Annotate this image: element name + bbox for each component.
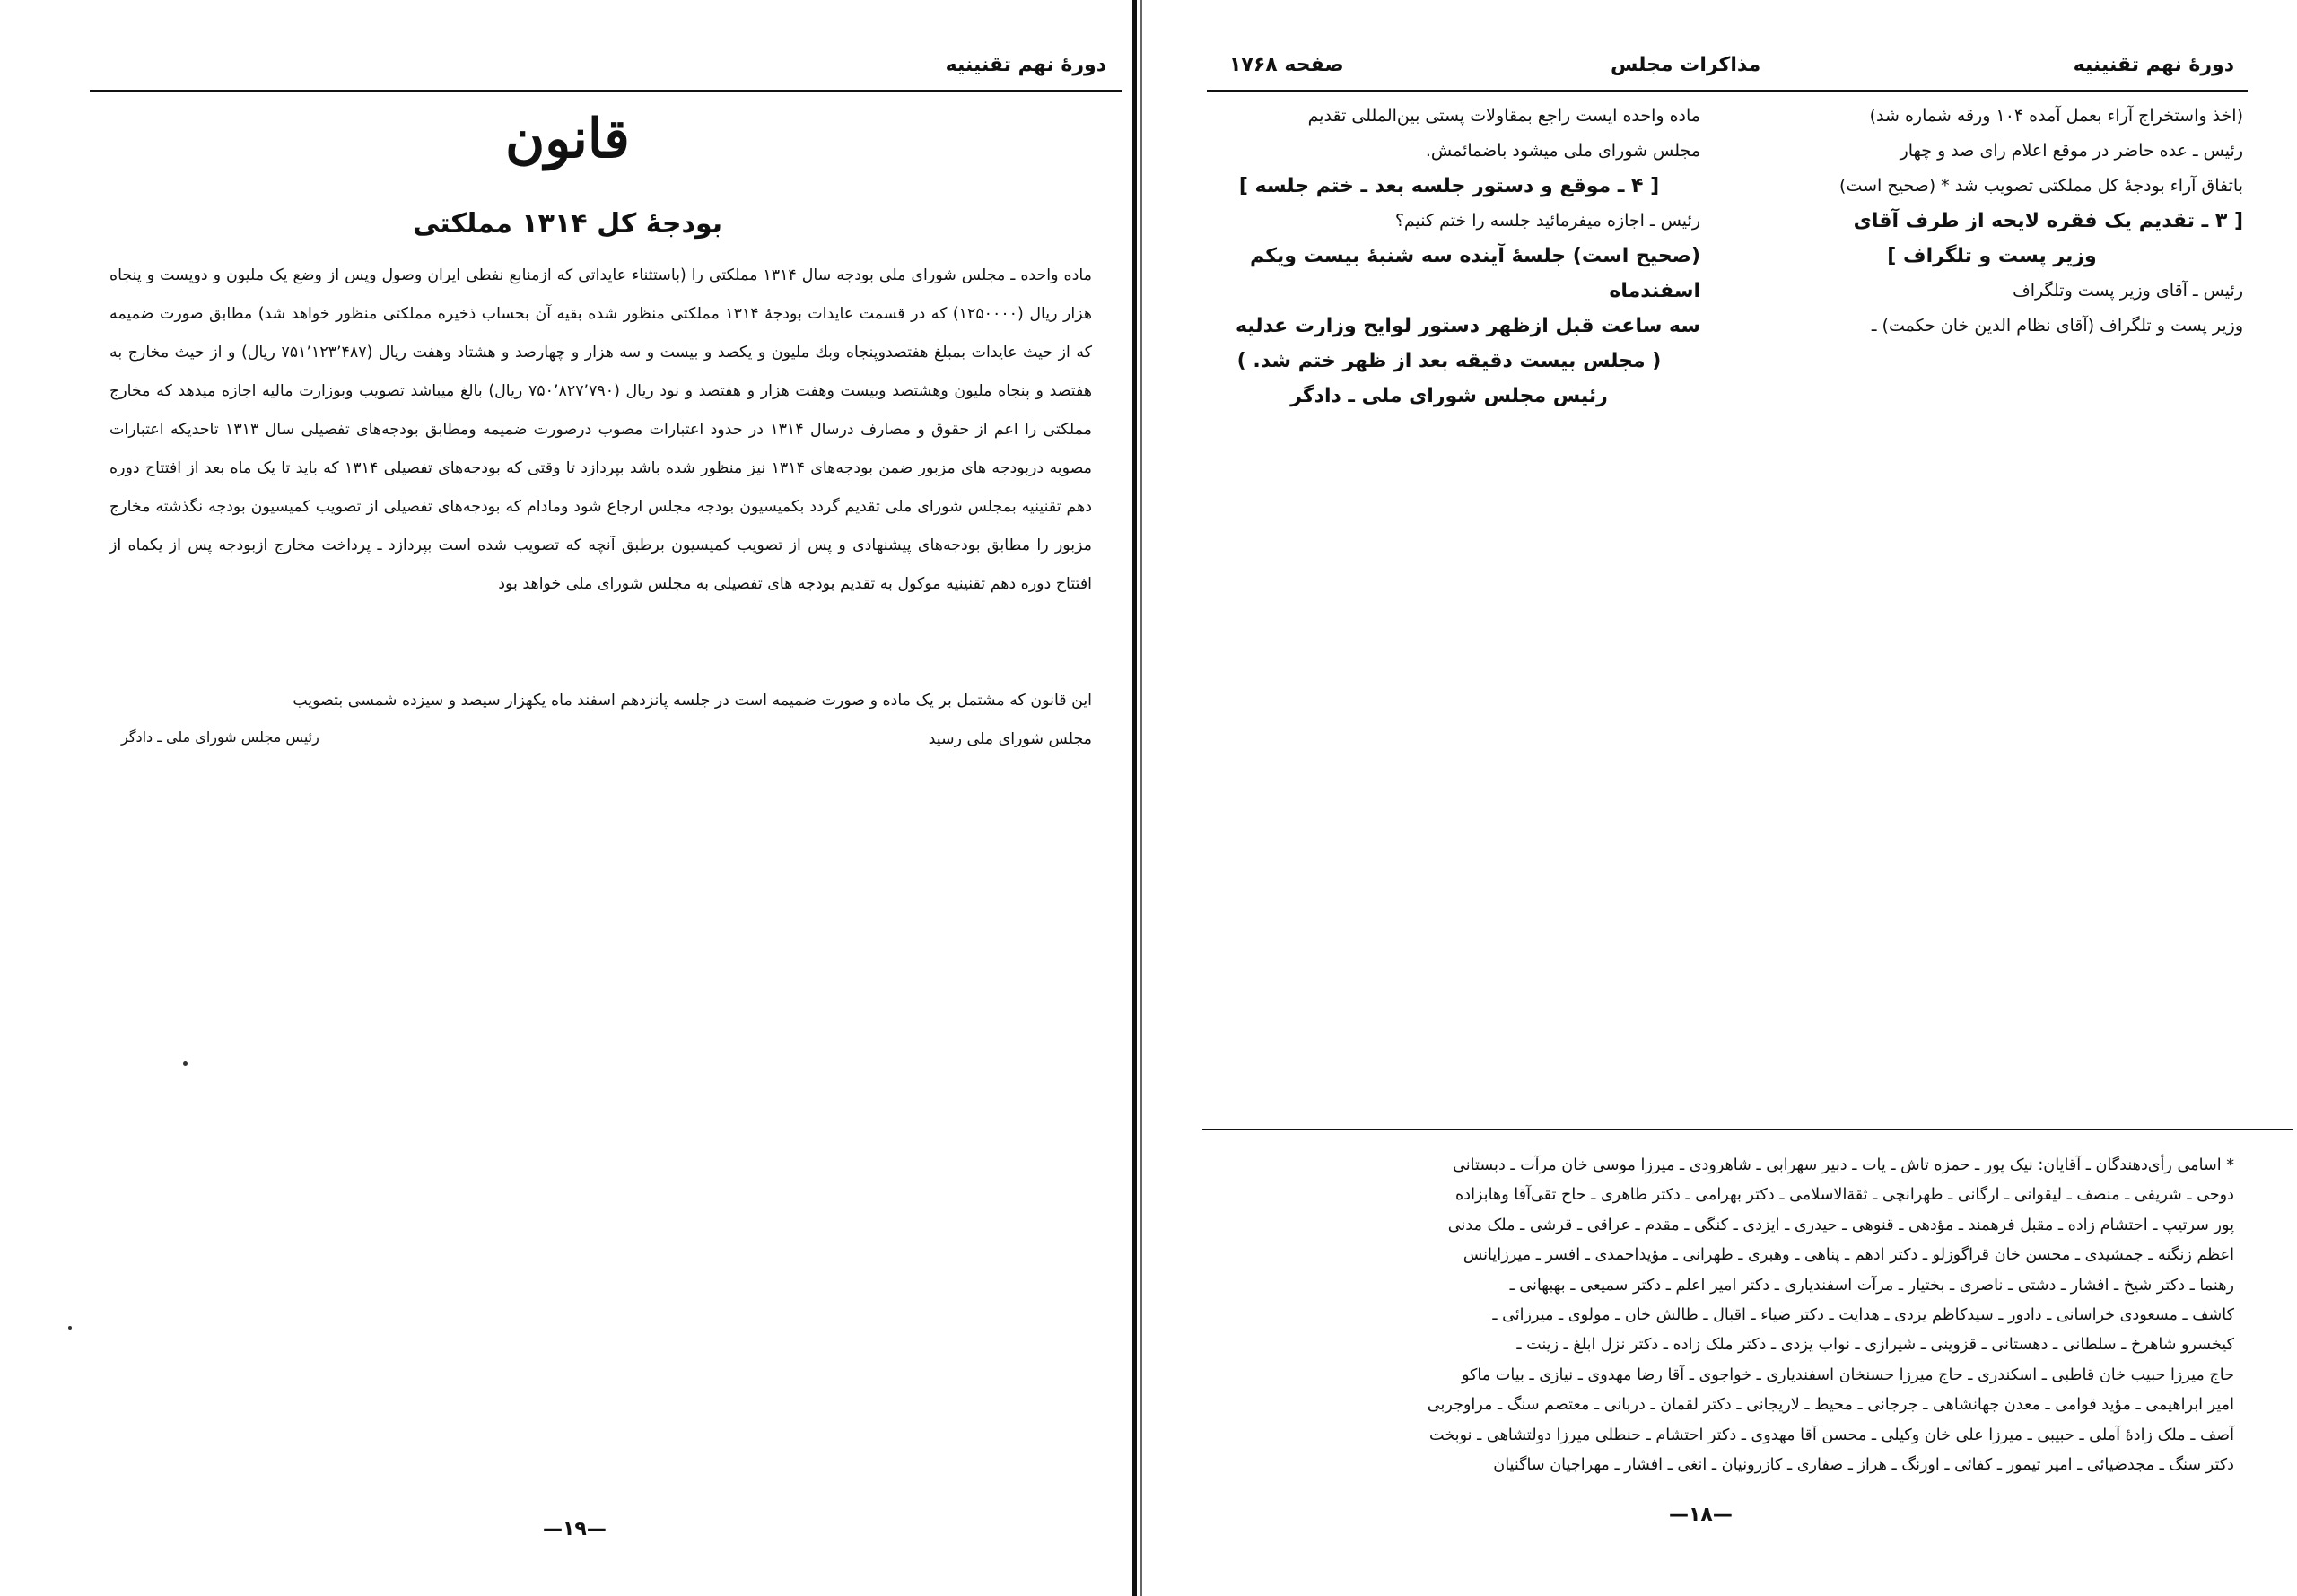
page-number: —۱۹— <box>543 1518 607 1540</box>
footnote-line: آصف ـ ملک زادۀ آملی ـ حبیبی ـ میرزا علی خان وکیلی ـ محسن آقا مهدوی ـ دکتر احتشام ـ حنطلی میرزا دولتشاهی ـ نوبخت <box>1429 1426 2234 1444</box>
footnote-line: کیخسرو شاهرخ ـ سلطانی ـ دهستانی ـ قزوینی ـ شیرازی ـ نواب یزدی ـ دکتر ملک زاده ـ دکتر نزل ابلغ ـ زینت ـ <box>1516 1336 2234 1355</box>
book-spine-shadow <box>1140 0 1142 1596</box>
column-line: [ ۳ ـ تقدیم یک فقره لایحه از طرف آقای <box>1853 210 2243 232</box>
footnote-line: رهنما ـ دکتر شیخ ـ افشار ـ دشتی ـ ناصری ـ بختیار ـ مرآت اسفندیاری ـ دکتر امیر اعلم ـ دکتر سمیعی ـ بهبهانی ـ <box>1509 1276 2234 1295</box>
closing-end: مجلس شورای ملی رسید <box>928 730 1092 748</box>
law-paragraph: ماده واحده ـ مجلس شورای ملی بودجه سال ۱۳۱۴ مملکتی را (باستثناء عایداتی که ازمنابع نفطی ایران وصول وپس از وضع یک ملیون و دویست و پنجاه هزار ریال (۱۲۵۰۰۰۰) که در قسمت عایدات بودجۀ ۱۳۱۴ مملکتی منظور شده بقیه آن بحساب ذخیره مملکتی منظور خواهد شد) مطابق صورت ضمیمه که از حیث عایدات بمبلغ هفتصدوپنجاه وبك ملیون و یکصد و بیست و سه هزار و چهارصد و هشتاد وهفت ریال (۷۵۱٬۱۲۳٬۴۸۷ ریال) و از حیث مخارج به هفتصد و پنجاه ملیون وهشتصد وبیست وهفت هزار و هفتصد و نود ریال (۷۵۰٬۸۲۷٬۷۹۰ ریال) بالغ میباشد تصویب وبوزارت مالیه اجازه میدهد که مخارج مملکتی را اعم از حقوق و مصارف درسال ۱۳۱۴ در حدود اعتبارات مصوب درصورت ضمیمه ومطابق بودجه‌های تفصیلی سال ۱۳۱۳ تاحدیکه اعتبارات مصوبه دربودجه های مزبور ضمن بودجه‌های ۱۳۱۴ نیز منظور شده باشد بپردازد تا وقتی که بودجه‌های تفصیلی ۱۳۱۴ که باید تا یک ماه بعد از افتتاح دوره دهم تقنینیه بمجلس شورای ملی تقدیم گردد بکمیسیون بودجه مجلس ارجاع شود ومادام که بودجه‌های تفصیلی از تصویب کمیسیون بودجه نگذشته مخارج مزبور را مطابق بودجه‌های پیشنهادی و پس از تصویب کمیسیون برطبق آنچه که تصویب شده است بپردازد ـ پرداخت مخارج ازبودجه پس از یکماه از افتتاح دوره دهم تقنینیه موکول به تقدیم بودجه های تفصیلی به مجلس شورای ملی خواهد بود <box>109 266 1092 593</box>
footnote-line: اعظم زنگنه ـ جمشیدی ـ محسن خان قراگوزلو ـ دکتر ادهم ـ پناهی ـ وهبری ـ طهرانی ـ مؤیداحمدی ـ افسر ـ میرزایانس <box>1463 1246 2234 1265</box>
footnote-line: دوحی ـ شریفی ـ منصف ـ لیقوانی ـ ارگانی ـ طهرانچی ـ ثقة‌الاسلامی ـ دکتر بهرامی ـ دکتر طاهری ـ حاج تقی‌آقا وهابزاده <box>1455 1186 2234 1205</box>
footnote-line: کاشف ـ مسعودی خراسانی ـ دادور ـ سیدکاظم یزدی ـ هدایت ـ دکتر ضیاء ـ اقبال ـ طالش خان ـ مولوی ـ میرزائی ـ <box>1492 1306 2234 1325</box>
closing-line: این قانون که مشتمل بر یک ماده و صورت ضمیمه است در جلسه پانزدهم اسفند ماه یکهزار سیصد و سیزده شمسی بتصویب <box>293 692 1092 710</box>
header-rule <box>90 90 1122 92</box>
column-line: (اخذ واستخراج آراء بعمل آمده ۱۰۴ ورقه شماره شد) <box>1869 106 2243 126</box>
footnote-line: حاج میرزا حبیب خان قاطبی ـ اسکندری ـ حاج میرزا حسنخان اسفندیاری ـ خواجوی ـ آقا رضا مهدوی ـ نیازی ـ بیات ماکو <box>1461 1365 2234 1384</box>
book-spine <box>1132 0 1137 1596</box>
running-header-center: مذاکرات مجلس <box>1611 54 1761 76</box>
running-header: دورۀ نهم تقنینیه <box>2073 54 2234 76</box>
page-label: صفحه ۱۷۶۸ <box>1229 54 1344 76</box>
right-page <box>1144 0 2297 1596</box>
footnote-voters <box>1202 1151 2234 1480</box>
column-line: باتفاق آراء بودجۀ کل مملکتی تصویب شد * (صحیح است) <box>1839 176 2243 196</box>
footnote-line: پور سرتیپ ـ احتشام زاده ـ مقبل فرهمند ـ مؤدهی ـ قنوهی ـ حیدری ـ ایزدی ـ کنگی ـ مقدم ـ عراقی ـ قرشی ـ ملک مدنی <box>1447 1216 2234 1234</box>
column-line: وزیر پست و تلگراف (آقای نظام الدین خان حکمت) ـ <box>1871 316 2243 336</box>
scan-speck <box>68 1326 72 1330</box>
running-header: دورۀ نهم تقنینیه <box>945 54 1106 76</box>
footnote-rule <box>1202 1129 2293 1130</box>
column-line: ( مجلس بیست دقیقه بعد از ظهر ختم شد. ) <box>1236 350 1662 372</box>
law-subtitle: بودجۀ کل ۱۳۱۴ مملکتی <box>412 208 723 240</box>
column-line: رئیس ـ عده حاضر در موقع اعلام رای صد و چهار <box>1900 141 2243 161</box>
header-rule <box>1207 90 2248 92</box>
footnote-line: امیر ابراهیمی ـ مؤید قوامی ـ معدن جهانشاهی ـ جرجانی ـ محیط ـ لاریجانی ـ دکتر لقمان ـ دربانی ـ معتصم سنگ ـ مراوجربی <box>1427 1396 2234 1415</box>
column-line: (صحیح است) جلسۀ آینده سه شنبۀ بیست ویکم اسفندماه <box>1250 245 1700 302</box>
scan-speck <box>183 1061 188 1066</box>
footnote-line: * اسامی رأی‌دهندگان ـ آقایان: نیک پور ـ حمزه تاش ـ یات ـ دبیر سهرابی ـ شاهرودی ـ میرزا موسی خان مرآت ـ دبستانی <box>1453 1156 2234 1174</box>
column-line: رئیس ـ آقای وزیر پست وتلگراف <box>2013 281 2243 301</box>
column-line: ماده واحده ایست راجع بمقاولات پستی بین‌المللی تقدیم <box>1307 106 1700 126</box>
left-page <box>0 0 1135 1596</box>
law-body <box>109 257 1092 604</box>
signature: رئیس مجلس شورای ملی ـ دادگر <box>121 728 319 746</box>
column-line: رئیس مجلس شورای ملی ـ دادگر <box>1290 385 1608 407</box>
column-right <box>1741 99 2243 344</box>
closing-text <box>109 682 1092 759</box>
column-line: وزیر پست و تلگراف ] <box>1887 245 2097 267</box>
column-line: رئیس ـ اجازه میفرمائید جلسه را ختم کنیم؟ <box>1394 211 1700 231</box>
column-line: مجلس شورای ملی میشود باضمائمش. <box>1425 141 1700 161</box>
column-line: [ ۴ ـ موقع و دستور جلسه بعد ـ ختم جلسه ] <box>1238 175 1660 197</box>
column-line: سه ساعت قبل ازظهر دستور لوایح وزارت عدلیه <box>1235 315 1700 337</box>
law-title: قانون <box>505 108 630 170</box>
column-left <box>1198 99 1700 414</box>
footnote-line: دکتر سنگ ـ مجدضیائی ـ امیر تیمور ـ کفائی ـ اورنگ ـ هراز ـ صفاری ـ کازرونیان ـ انغی ـ افشار ـ مهراجیان ساگنیان <box>1493 1456 2234 1475</box>
page-number: —۱۸— <box>1669 1504 1733 1526</box>
